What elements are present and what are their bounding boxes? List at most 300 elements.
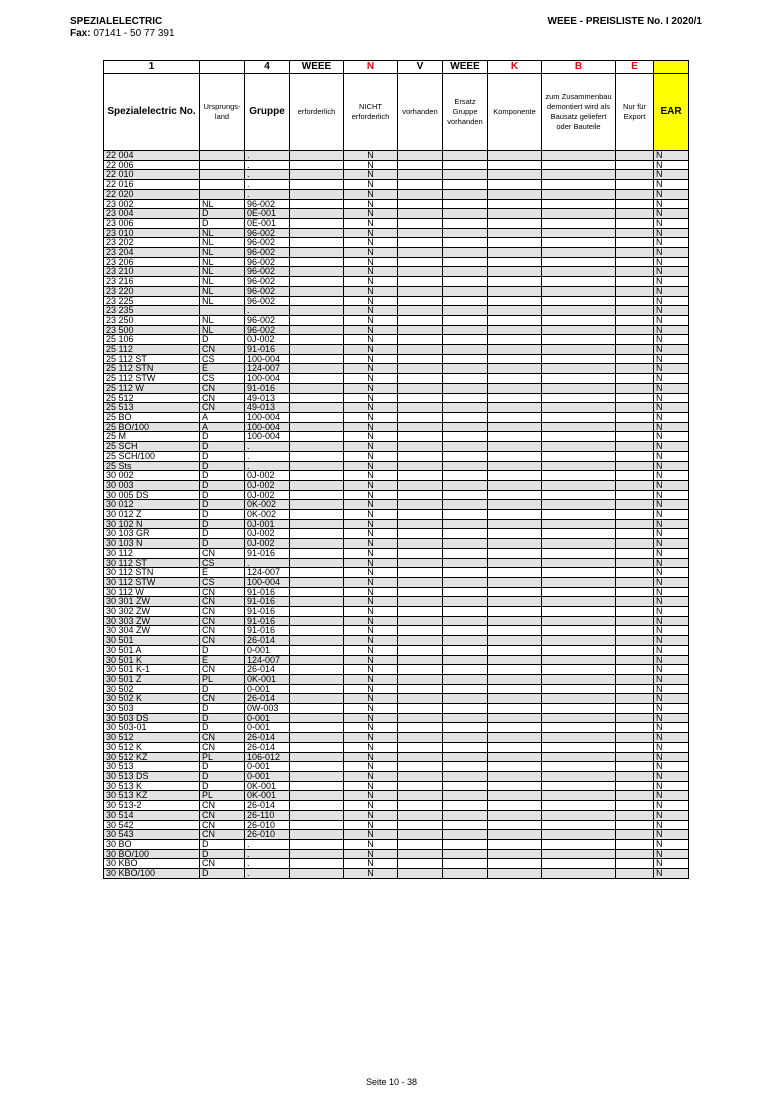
cell-kit <box>542 296 616 306</box>
cell-component <box>488 616 542 626</box>
cell-replacement-group <box>443 199 488 209</box>
cell-group: . <box>245 849 290 859</box>
cell-origin: D <box>200 451 245 461</box>
cell-component <box>488 451 542 461</box>
cell-replacement-group <box>443 170 488 180</box>
cell-ear: N <box>654 519 689 529</box>
cell-article-no: 30 KBO <box>104 859 200 869</box>
cell-export-only <box>616 364 654 374</box>
cell-weee-required <box>290 209 344 219</box>
cell-group: 124-007 <box>245 655 290 665</box>
cell-replacement-group <box>443 684 488 694</box>
table-row <box>104 209 689 219</box>
cell-origin: CS <box>200 558 245 568</box>
cell-group: 0J-002 <box>245 529 290 539</box>
table-row <box>104 519 689 529</box>
cell-export-only <box>616 587 654 597</box>
cell-present <box>398 820 443 830</box>
cell-export-only <box>616 616 654 626</box>
cell-export-only <box>616 723 654 733</box>
cell-origin: D <box>200 432 245 442</box>
cell-present <box>398 286 443 296</box>
cell-weee-required <box>290 869 344 879</box>
cell-weee-required <box>290 306 344 316</box>
cell-component <box>488 471 542 481</box>
cell-present <box>398 762 443 772</box>
cell-export-only <box>616 257 654 267</box>
cell-kit <box>542 849 616 859</box>
cell-origin: E <box>200 655 245 665</box>
cell-weee-required <box>290 655 344 665</box>
cell-replacement-group <box>443 742 488 752</box>
cell-component <box>488 577 542 587</box>
cell-article-no: 30 501 K <box>104 655 200 665</box>
table-row <box>104 170 689 180</box>
cell-export-only <box>616 248 654 258</box>
cell-export-only <box>616 180 654 190</box>
cell-component <box>488 218 542 228</box>
cell-replacement-group <box>443 393 488 403</box>
cell-ear: N <box>654 587 689 597</box>
cell-weee-required <box>290 772 344 782</box>
cell-group: 0K-001 <box>245 791 290 801</box>
cell-origin: NL <box>200 238 245 248</box>
cell-origin: D <box>200 209 245 219</box>
cell-group: 0-001 <box>245 713 290 723</box>
cell-origin: CN <box>200 810 245 820</box>
cell-kit <box>542 859 616 869</box>
cell-ear: N <box>654 422 689 432</box>
cell-ear: N <box>654 306 689 316</box>
cell-export-only <box>616 742 654 752</box>
fax-label: Fax: <box>70 28 91 39</box>
cell-not-required: N <box>344 354 398 364</box>
cell-ear: N <box>654 597 689 607</box>
cell-group: 0-001 <box>245 645 290 655</box>
cell-not-required: N <box>344 480 398 490</box>
cell-kit <box>542 674 616 684</box>
cell-not-required: N <box>344 248 398 258</box>
cell-origin: NL <box>200 267 245 277</box>
cell-group: . <box>245 869 290 879</box>
cell-article-no: 30 112 W <box>104 587 200 597</box>
cell-present <box>398 228 443 238</box>
cell-replacement-group <box>443 752 488 762</box>
cell-replacement-group <box>443 510 488 520</box>
cell-component <box>488 248 542 258</box>
cell-origin: D <box>200 529 245 539</box>
cell-origin: A <box>200 422 245 432</box>
cell-weee-required <box>290 335 344 345</box>
cell-group: 0J-002 <box>245 539 290 549</box>
cell-weee-required <box>290 529 344 539</box>
cell-origin: CN <box>200 665 245 675</box>
table-row <box>104 839 689 849</box>
cell-kit <box>542 839 616 849</box>
cell-kit <box>542 723 616 733</box>
cell-article-no: 23 002 <box>104 199 200 209</box>
cell-replacement-group <box>443 791 488 801</box>
cell-article-no: 25 112 STN <box>104 364 200 374</box>
cell-not-required: N <box>344 500 398 510</box>
cell-not-required: N <box>344 869 398 879</box>
cell-present <box>398 558 443 568</box>
cell-article-no: 22 006 <box>104 160 200 170</box>
cell-origin: CN <box>200 587 245 597</box>
table-row <box>104 374 689 384</box>
cell-not-required: N <box>344 655 398 665</box>
cell-kit <box>542 315 616 325</box>
cell-group: 100-004 <box>245 432 290 442</box>
cell-present <box>398 801 443 811</box>
cell-ear: N <box>654 257 689 267</box>
cell-group: 49-013 <box>245 393 290 403</box>
cell-replacement-group <box>443 422 488 432</box>
cell-weee-required <box>290 626 344 636</box>
cell-ear: N <box>654 674 689 684</box>
cell-article-no: 30 503 <box>104 704 200 714</box>
cell-component <box>488 762 542 772</box>
company-header <box>70 16 175 40</box>
cell-article-no: 25 106 <box>104 335 200 345</box>
cell-group: 0-001 <box>245 723 290 733</box>
cell-replacement-group <box>443 257 488 267</box>
cell-export-only <box>616 772 654 782</box>
top-label <box>654 61 689 74</box>
cell-replacement-group <box>443 519 488 529</box>
cell-article-no: 23 204 <box>104 248 200 258</box>
cell-kit <box>542 393 616 403</box>
cell-ear: N <box>654 772 689 782</box>
cell-article-no: 30 103 GR <box>104 529 200 539</box>
cell-group: 96-002 <box>245 315 290 325</box>
cell-present <box>398 354 443 364</box>
cell-export-only <box>616 267 654 277</box>
cell-component <box>488 830 542 840</box>
cell-not-required: N <box>344 859 398 869</box>
cell-group: 91-016 <box>245 597 290 607</box>
cell-not-required: N <box>344 209 398 219</box>
cell-present <box>398 451 443 461</box>
cell-present <box>398 267 443 277</box>
cell-article-no: 23 210 <box>104 267 200 277</box>
cell-article-no: 23 220 <box>104 286 200 296</box>
header-nicht-erforderlich: NICHT erforderlich <box>344 74 398 151</box>
cell-kit <box>542 597 616 607</box>
cell-component <box>488 160 542 170</box>
cell-article-no: 30 543 <box>104 830 200 840</box>
cell-replacement-group <box>443 772 488 782</box>
cell-not-required: N <box>344 587 398 597</box>
cell-group: 0-001 <box>245 684 290 694</box>
cell-export-only <box>616 568 654 578</box>
cell-replacement-group <box>443 480 488 490</box>
cell-group: 96-002 <box>245 277 290 287</box>
cell-article-no: 30 513 DS <box>104 772 200 782</box>
cell-weee-required <box>290 859 344 869</box>
cell-export-only <box>616 859 654 869</box>
cell-component <box>488 645 542 655</box>
cell-ear: N <box>654 568 689 578</box>
cell-present <box>398 568 443 578</box>
cell-component <box>488 636 542 646</box>
cell-origin <box>200 151 245 161</box>
cell-replacement-group <box>443 587 488 597</box>
cell-replacement-group <box>443 180 488 190</box>
table-row <box>104 869 689 879</box>
cell-replacement-group <box>443 364 488 374</box>
cell-present <box>398 791 443 801</box>
cell-kit <box>542 684 616 694</box>
cell-origin: D <box>200 490 245 500</box>
cell-article-no: 23 006 <box>104 218 200 228</box>
table-row <box>104 655 689 665</box>
cell-origin: D <box>200 539 245 549</box>
cell-replacement-group <box>443 636 488 646</box>
cell-weee-required <box>290 674 344 684</box>
cell-ear: N <box>654 820 689 830</box>
cell-weee-required <box>290 752 344 762</box>
cell-present <box>398 529 443 539</box>
cell-origin: CN <box>200 345 245 355</box>
cell-group: . <box>245 306 290 316</box>
cell-weee-required <box>290 277 344 287</box>
cell-article-no: 30 301 ZW <box>104 597 200 607</box>
cell-replacement-group <box>443 645 488 655</box>
table-row <box>104 539 689 549</box>
cell-kit <box>542 558 616 568</box>
cell-component <box>488 810 542 820</box>
cell-weee-required <box>290 607 344 617</box>
table-row <box>104 810 689 820</box>
table-row <box>104 597 689 607</box>
table-row <box>104 500 689 510</box>
cell-component <box>488 684 542 694</box>
cell-not-required: N <box>344 820 398 830</box>
cell-origin: CN <box>200 597 245 607</box>
cell-kit <box>542 248 616 258</box>
cell-ear: N <box>654 471 689 481</box>
table-row <box>104 781 689 791</box>
cell-present <box>398 684 443 694</box>
cell-replacement-group <box>443 655 488 665</box>
header-ersatz-gruppe: Ersatz Gruppe vorhanden <box>443 74 488 151</box>
cell-group: 100-004 <box>245 374 290 384</box>
cell-origin: D <box>200 519 245 529</box>
cell-replacement-group <box>443 781 488 791</box>
cell-group: 96-002 <box>245 267 290 277</box>
cell-replacement-group <box>443 859 488 869</box>
cell-replacement-group <box>443 403 488 413</box>
cell-replacement-group <box>443 869 488 879</box>
cell-not-required: N <box>344 791 398 801</box>
cell-not-required: N <box>344 713 398 723</box>
table-row <box>104 306 689 316</box>
cell-group: 0E-001 <box>245 218 290 228</box>
cell-present <box>398 160 443 170</box>
cell-ear: N <box>654 830 689 840</box>
cell-group: . <box>245 558 290 568</box>
cell-origin: D <box>200 869 245 879</box>
cell-ear: N <box>654 723 689 733</box>
cell-article-no: 25 BO/100 <box>104 422 200 432</box>
cell-kit <box>542 510 616 520</box>
cell-ear: N <box>654 374 689 384</box>
cell-article-no: 30 503 DS <box>104 713 200 723</box>
cell-not-required: N <box>344 839 398 849</box>
cell-origin: D <box>200 713 245 723</box>
cell-not-required: N <box>344 374 398 384</box>
cell-present <box>398 752 443 762</box>
cell-article-no: 30 512 K <box>104 742 200 752</box>
cell-export-only <box>616 218 654 228</box>
cell-origin: D <box>200 480 245 490</box>
cell-present <box>398 374 443 384</box>
cell-article-no: 30 112 STN <box>104 568 200 578</box>
table-row <box>104 674 689 684</box>
table-row <box>104 762 689 772</box>
cell-present <box>398 539 443 549</box>
cell-ear: N <box>654 839 689 849</box>
cell-not-required: N <box>344 228 398 238</box>
cell-export-only <box>616 597 654 607</box>
cell-group: 0J-002 <box>245 480 290 490</box>
cell-component <box>488 752 542 762</box>
cell-component <box>488 781 542 791</box>
cell-group: 124-007 <box>245 568 290 578</box>
cell-not-required: N <box>344 597 398 607</box>
table-row <box>104 345 689 355</box>
cell-ear: N <box>654 354 689 364</box>
cell-replacement-group <box>443 218 488 228</box>
table-row <box>104 801 689 811</box>
cell-kit <box>542 752 616 762</box>
cell-weee-required <box>290 665 344 675</box>
cell-not-required: N <box>344 461 398 471</box>
cell-kit <box>542 412 616 422</box>
cell-not-required: N <box>344 539 398 549</box>
table-row <box>104 248 689 258</box>
cell-replacement-group <box>443 616 488 626</box>
top-label: WEEE <box>290 61 344 74</box>
cell-not-required: N <box>344 733 398 743</box>
cell-kit <box>542 820 616 830</box>
cell-weee-required <box>290 170 344 180</box>
fax-line <box>70 28 175 40</box>
cell-export-only <box>616 674 654 684</box>
cell-present <box>398 432 443 442</box>
cell-weee-required <box>290 500 344 510</box>
cell-component <box>488 839 542 849</box>
cell-weee-required <box>290 849 344 859</box>
cell-group: 91-016 <box>245 587 290 597</box>
cell-replacement-group <box>443 539 488 549</box>
cell-present <box>398 616 443 626</box>
cell-not-required: N <box>344 772 398 782</box>
cell-present <box>398 471 443 481</box>
cell-origin: CN <box>200 742 245 752</box>
cell-not-required: N <box>344 364 398 374</box>
cell-article-no: 23 225 <box>104 296 200 306</box>
top-label: E <box>616 61 654 74</box>
cell-weee-required <box>290 451 344 461</box>
cell-kit <box>542 772 616 782</box>
cell-ear: N <box>654 636 689 646</box>
cell-replacement-group <box>443 820 488 830</box>
cell-present <box>398 189 443 199</box>
cell-group: 49-013 <box>245 403 290 413</box>
cell-present <box>398 830 443 840</box>
table-row <box>104 490 689 500</box>
cell-origin: D <box>200 500 245 510</box>
table-row <box>104 325 689 335</box>
header-spezialelectric-no: Spezialelectric No. <box>104 74 200 151</box>
cell-not-required: N <box>344 286 398 296</box>
cell-replacement-group <box>443 267 488 277</box>
cell-ear: N <box>654 451 689 461</box>
cell-present <box>398 607 443 617</box>
table-row <box>104 830 689 840</box>
cell-component <box>488 665 542 675</box>
top-label: WEEE <box>443 61 488 74</box>
table-row <box>104 151 689 161</box>
cell-export-only <box>616 422 654 432</box>
cell-present <box>398 461 443 471</box>
cell-weee-required <box>290 684 344 694</box>
cell-ear: N <box>654 383 689 393</box>
cell-weee-required <box>290 238 344 248</box>
table-row <box>104 577 689 587</box>
cell-not-required: N <box>344 849 398 859</box>
cell-weee-required <box>290 839 344 849</box>
cell-not-required: N <box>344 694 398 704</box>
cell-origin: D <box>200 471 245 481</box>
cell-group: 96-002 <box>245 296 290 306</box>
table-row <box>104 684 689 694</box>
cell-kit <box>542 286 616 296</box>
cell-group: 26-010 <box>245 830 290 840</box>
cell-not-required: N <box>344 306 398 316</box>
cell-ear: N <box>654 752 689 762</box>
cell-article-no: 25 112 <box>104 345 200 355</box>
cell-component <box>488 325 542 335</box>
cell-not-required: N <box>344 315 398 325</box>
cell-not-required: N <box>344 412 398 422</box>
cell-weee-required <box>290 248 344 258</box>
cell-component <box>488 791 542 801</box>
table-row <box>104 383 689 393</box>
cell-component <box>488 296 542 306</box>
cell-export-only <box>616 655 654 665</box>
table-row <box>104 218 689 228</box>
cell-origin: CN <box>200 403 245 413</box>
cell-kit <box>542 568 616 578</box>
table-row <box>104 742 689 752</box>
cell-export-only <box>616 694 654 704</box>
table-row <box>104 189 689 199</box>
table-row <box>104 296 689 306</box>
cell-group: 0J-002 <box>245 471 290 481</box>
cell-not-required: N <box>344 742 398 752</box>
cell-not-required: N <box>344 665 398 675</box>
cell-present <box>398 587 443 597</box>
cell-kit <box>542 626 616 636</box>
cell-origin: D <box>200 772 245 782</box>
cell-kit <box>542 762 616 772</box>
header-komponente: Komponente <box>488 74 542 151</box>
cell-present <box>398 199 443 209</box>
cell-weee-required <box>290 296 344 306</box>
